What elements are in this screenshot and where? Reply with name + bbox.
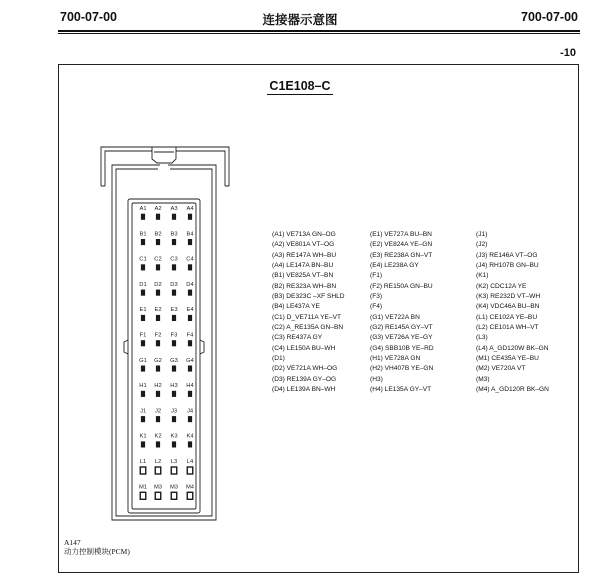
pin-assignment-row: (K2) CDC12A YE [476,282,527,290]
pin-label: B2 [154,231,162,238]
pin-label: D2 [154,281,162,288]
pin-terminal [172,290,176,296]
pin-assignment-row: (M4) A_GD120R BK–GN [476,386,549,394]
pin-assignment-row: (F3) [370,293,383,301]
pin-terminal [188,341,192,347]
pin-label: M3 [169,484,179,491]
pin-assignment-row: (C1) D_VE711A YE–VT [272,313,342,321]
pin-label: D3 [170,281,178,288]
pin-terminal [141,290,145,296]
pin-assignment-row: (K4) VDC46A BU–BN [476,303,540,311]
pin-assignment-row: (A3) RE147A WH–BU [272,251,337,259]
pin-label: G1 [139,357,147,364]
pin-terminal [140,467,146,474]
pin-terminal [141,214,145,220]
pin-label: C3 [170,256,178,263]
pin-table-column-2 [370,230,434,396]
pin-terminal [171,467,177,474]
pin-terminal [188,315,192,321]
pin-label: G3 [170,357,178,364]
pin-terminal [188,214,192,220]
pin-assignment-row: (A1) VE713A GN–OG [272,231,336,238]
pin-assignment-row: (F2) RE150A GN–BU [370,282,433,290]
pin-assignment-row: (J1) [476,231,488,238]
pin-assignment-row: (D1) [272,355,285,363]
pin-terminal [188,391,192,397]
connector-outline [101,147,229,520]
component-name: 动力控制模块(PCM) [64,547,130,556]
pin-assignment-row: (K1) [476,272,489,280]
pin-terminal [156,341,160,347]
pin-terminal [156,214,160,220]
pin-label: E1 [139,307,147,314]
pin-label: E4 [186,307,194,314]
pin-assignment-row: (L2) CE101A WH–VT [476,324,539,332]
pin-assignment-row: (K3) RE232D VT–WH [476,293,541,301]
pin-label: L2 [154,459,162,465]
pin-label: H1 [139,383,147,390]
pin-terminal [141,391,145,397]
pin-terminal [187,467,193,474]
pin-terminal [172,391,176,397]
component-caption [64,538,130,556]
pin-label: A3 [170,206,178,212]
pin-assignment-row: (C4) LE150A BU–WH [272,344,336,352]
pin-label: E2 [154,307,162,314]
pin-label: J3 [170,408,178,415]
pin-label: B3 [170,231,178,238]
pin-assignment-row: (C3) RE437A GY [272,334,323,342]
pin-terminal [172,239,176,245]
pin-terminal [172,265,176,271]
pin-terminal [172,315,176,321]
pin-assignment-row: (G4) SBB10B YE–RD [370,344,434,352]
pin-terminal [188,442,192,448]
header-right-code: 700-07-00 [521,10,578,24]
pin-assignment-row: (B1) VE825A VT–BN [272,272,334,280]
pin-assignment-row: (E2) VE824A YE–GN [370,241,433,249]
pin-label: F3 [170,332,178,339]
pin-terminal [156,366,160,372]
pin-label: J1 [139,408,147,415]
pin-terminal [141,442,145,448]
pin-terminal [172,366,176,372]
pin-terminal [141,239,145,245]
pin-label: F2 [154,332,162,339]
pin-terminal [188,265,192,271]
pin-terminal [172,214,176,220]
pin-assignment-row: (G3) VE726A YE–GY [370,334,433,342]
pin-terminal [156,239,160,245]
pin-label: M3 [153,484,163,491]
pin-assignment-row: (B4) LE437A YE [272,303,320,311]
pin-assignment-row: (M3) [476,375,490,383]
pin-label: K2 [154,433,162,440]
pin-label: M1 [138,484,148,491]
pin-label: A4 [186,206,194,212]
pin-label: J2 [154,408,162,415]
pin-label: L1 [139,459,147,465]
pin-assignment-row: (J3) RE146A VT–OG [476,251,538,259]
pin-label: C1 [139,256,147,263]
pin-assignment-row: (F1) [370,272,383,280]
pin-assignment-row: (B3) DE323C –XF SHLD [272,293,345,301]
pin-terminal [188,416,192,422]
pin-assignment-row: (F4) [370,303,383,311]
pin-label: K3 [170,433,178,440]
pin-terminal [187,492,193,499]
pin-terminal [141,366,145,372]
pin-assignment-row: (J2) [476,241,488,249]
pin-label: B4 [186,231,194,238]
connector-title-text: C1E108–C [269,79,331,93]
pin-label: D4 [186,281,194,288]
pin-terminal [171,492,177,499]
pin-terminal [156,442,160,448]
pin-label: F4 [186,332,194,339]
pin-assignment-row: (D4) LE139A BN–WH [272,386,336,394]
page-number: -10 [560,47,576,59]
pin-terminal [156,290,160,296]
pin-label: H2 [154,383,162,390]
pin-label: G4 [186,357,194,364]
pin-terminal [188,239,192,245]
pin-terminal [188,290,192,296]
pin-terminal [141,341,145,347]
pin-label: D1 [139,281,147,288]
pin-assignment-row: (G1) VE722A BN [370,313,420,321]
pin-assignment-row: (J4) RH107B GN–BU [476,262,539,270]
pin-table-column-1 [272,230,345,396]
pin-terminal [172,416,176,422]
pin-assignment-row: (A4) LE147A BN–BU [272,262,334,270]
pin-assignment-row: (A2) VE801A VT–OG [272,241,335,249]
pin-terminal [156,265,160,271]
header-left-code: 700-07-00 [60,10,117,24]
pin-terminal [156,315,160,321]
pin-assignment-row: (H1) VE728A GN [370,355,421,363]
pin-assignment-row: (E4) LE238A GY [370,262,419,270]
pin-assignment-row: (H2) VH407B YE–GN [370,365,434,373]
pin-label: K1 [139,433,147,440]
pin-label: M4 [185,484,195,491]
pin-assignment-row: (L1) CE102A YE–BU [476,313,538,321]
pin-table-column-3 [476,230,549,396]
pin-label: H3 [170,383,178,390]
pin-terminal [141,265,145,271]
pin-label: J4 [186,408,194,415]
pin-terminal [156,391,160,397]
pin-terminal [141,315,145,321]
pin-terminal [188,366,192,372]
pin-terminal [172,341,176,347]
pin-terminal [156,416,160,422]
pin-label: C4 [186,256,194,263]
header-title: 连接器示意图 [262,13,338,27]
pin-terminal [141,416,145,422]
pin-terminal [155,467,161,474]
pin-assignment-row: (G2) RE145A GY–VT [370,324,433,332]
pin-label: H4 [186,383,194,390]
pin-label: L4 [186,459,194,465]
pin-assignment-row: (C2) A_RE135A GN–BN [272,324,344,332]
pin-label: K4 [186,433,194,440]
pin-assignment-row: (D3) RE139A GY–OG [272,375,337,383]
pin-assignment-row: (H4) LE135A GY–VT [370,386,432,394]
pin-label: L3 [170,459,178,465]
pin-label: A1 [139,206,147,212]
pin-assignment-row: (E3) RE238A GN–VT [370,251,433,259]
pin-assignment-row: (L3) [476,334,488,342]
pin-assignment-row: (H3) [370,375,383,383]
pin-assignment-row: (E1) VE727A BU–BN [370,231,432,238]
pin-assignment-row: (M2) VE720A VT [476,365,526,373]
pin-label: G2 [154,357,162,364]
pin-label: C2 [154,256,162,263]
pin-assignment-row: (B2) RE323A WH–BN [272,282,337,290]
pin-assignment-row: (L4) A_GD120W BK–GN [476,344,549,352]
pin-label: F1 [139,332,147,339]
pin-assignment-row: (M1) CE435A YE–BU [476,355,539,363]
pin-assignment-row: (D2) VE721A WH–OG [272,365,338,373]
pin-terminal [155,492,161,499]
pin-label: B1 [139,231,147,238]
pin-terminal [140,492,146,499]
pin-label: A2 [154,206,162,212]
pin-grid [139,206,195,499]
pin-label: E3 [170,307,178,314]
component-code: A147 [64,538,81,547]
pin-terminal [172,442,176,448]
